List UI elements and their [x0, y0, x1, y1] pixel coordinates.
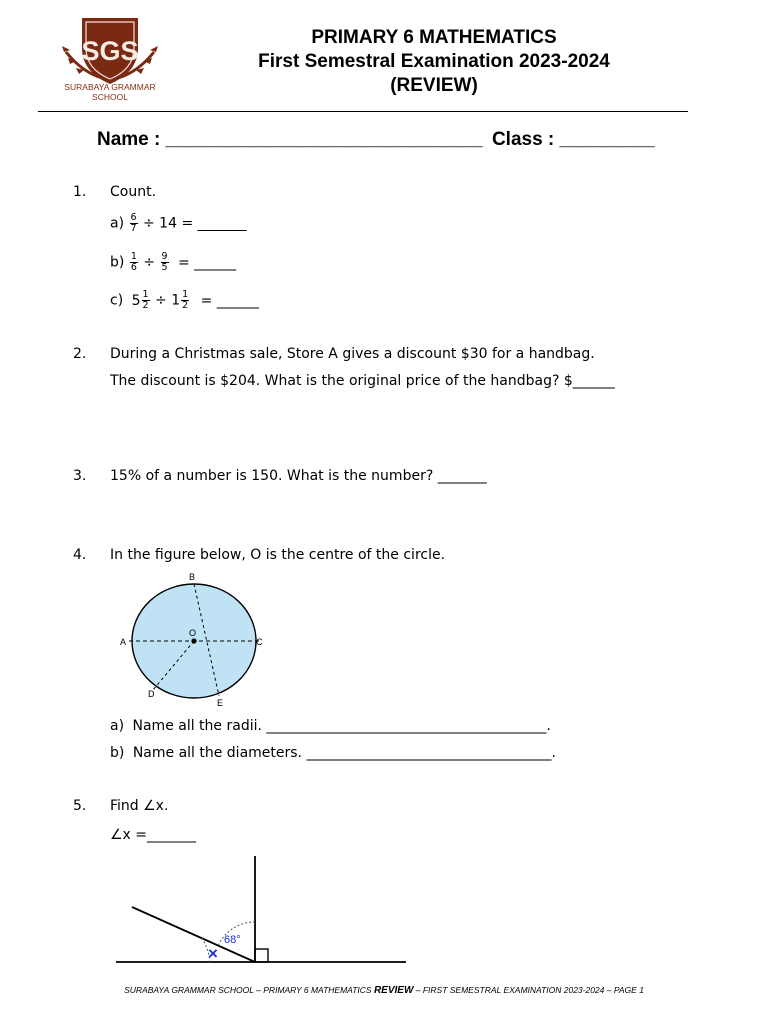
footer-right: – FIRST SEMESTRAL EXAMINATION 2023-2024 – PAGE 1 — [413, 985, 644, 995]
q1-number: 1. — [73, 184, 87, 200]
label-a: A — [120, 637, 127, 647]
q1b-expression: = ______ — [178, 254, 237, 271]
q4-number: 4. — [73, 547, 87, 563]
circle-figure — [115, 570, 275, 710]
exam-subject-title: PRIMARY 6 MATHEMATICS — [311, 27, 557, 48]
q1c-row — [110, 290, 259, 311]
label-d: D — [148, 689, 155, 699]
q5-answer: ∠x =_______ — [110, 827, 197, 843]
q1b-operator: ÷ — [143, 254, 156, 271]
name-class-row — [97, 129, 655, 151]
q3-number: 3. — [73, 468, 87, 484]
shield-icon — [52, 12, 168, 90]
q1b-fraction-1: $\frac{1}{6}$ — [130, 251, 137, 273]
q1c-fraction-1: $\frac{1}{2}$ — [142, 289, 149, 311]
q1-text: Count. — [110, 184, 157, 200]
q1c-label: c) — [110, 292, 124, 309]
q3-text: 15% of a number is 150. What is the number? _______ — [110, 468, 487, 484]
exam-review-title: (REVIEW) — [390, 75, 478, 96]
q1a-label: a) — [110, 215, 125, 232]
class-blank: _________ — [559, 129, 655, 150]
school-name-line1: SURABAYA GRAMMAR — [64, 82, 156, 92]
label-b: B — [189, 572, 196, 582]
right-angle-mark — [255, 949, 268, 962]
q2-line2: The discount is $204. What is the original price of the handbag? $______ — [110, 373, 615, 389]
logo-letters: SGS — [81, 36, 139, 66]
q1a-expression: ÷ 14 = _______ — [143, 215, 247, 232]
school-name-line2: SCHOOL — [92, 92, 128, 102]
footer-bold: REVIEW — [373, 985, 414, 996]
q4b-row — [110, 744, 556, 762]
angle-68-label: 68° — [224, 934, 241, 946]
q1a-fraction: $\frac{6}{7}$ — [130, 212, 137, 234]
label-c: C — [256, 637, 263, 647]
q4-text: In the figure below, O is the centre of the circle. — [110, 547, 446, 563]
angle-figure — [110, 852, 410, 970]
q1c-whole: 5 — [131, 292, 141, 309]
name-label: Name : — [97, 129, 161, 150]
q2-number: 2. — [73, 346, 87, 362]
centre-point — [191, 638, 196, 643]
q1b-label: b) — [110, 254, 125, 271]
q1c-expression: = ______ — [200, 292, 259, 309]
q4a-text: Name all the radii. ________________________________________. — [132, 718, 551, 734]
angle-x-label: × — [208, 944, 218, 963]
label-e: E — [217, 698, 224, 708]
q4a-row — [110, 717, 551, 735]
q5-text: Find ∠x. — [110, 798, 169, 814]
q4a-label: a) — [110, 718, 125, 734]
q4b-label: b) — [110, 745, 125, 761]
class-label: Class : — [491, 129, 555, 150]
q1a-row — [110, 213, 247, 234]
school-logo — [52, 12, 168, 104]
q1b-row — [110, 252, 236, 273]
q4b-text: Name all the diameters. ___________________________________. — [132, 745, 556, 761]
label-o: O — [189, 628, 197, 638]
header-divider — [38, 111, 688, 112]
page-footer — [0, 985, 768, 996]
q2-line1: During a Christmas sale, Store A gives a discount $30 for a handbag. — [110, 346, 595, 362]
q1b-fraction-2: $\frac{9}{5}$ — [161, 251, 168, 273]
name-blank: ______________________________ — [165, 129, 483, 150]
q1c-fraction-2: $\frac{1}{2}$ — [182, 289, 189, 311]
footer-left: SURABAYA GRAMMAR SCHOOL – PRIMARY 6 MATHEMATICS — [124, 985, 374, 995]
exam-name-title: First Semestral Examination 2023-2024 — [258, 51, 610, 72]
q1c-operator: ÷ 1 — [155, 292, 181, 309]
q5-number: 5. — [73, 798, 87, 814]
